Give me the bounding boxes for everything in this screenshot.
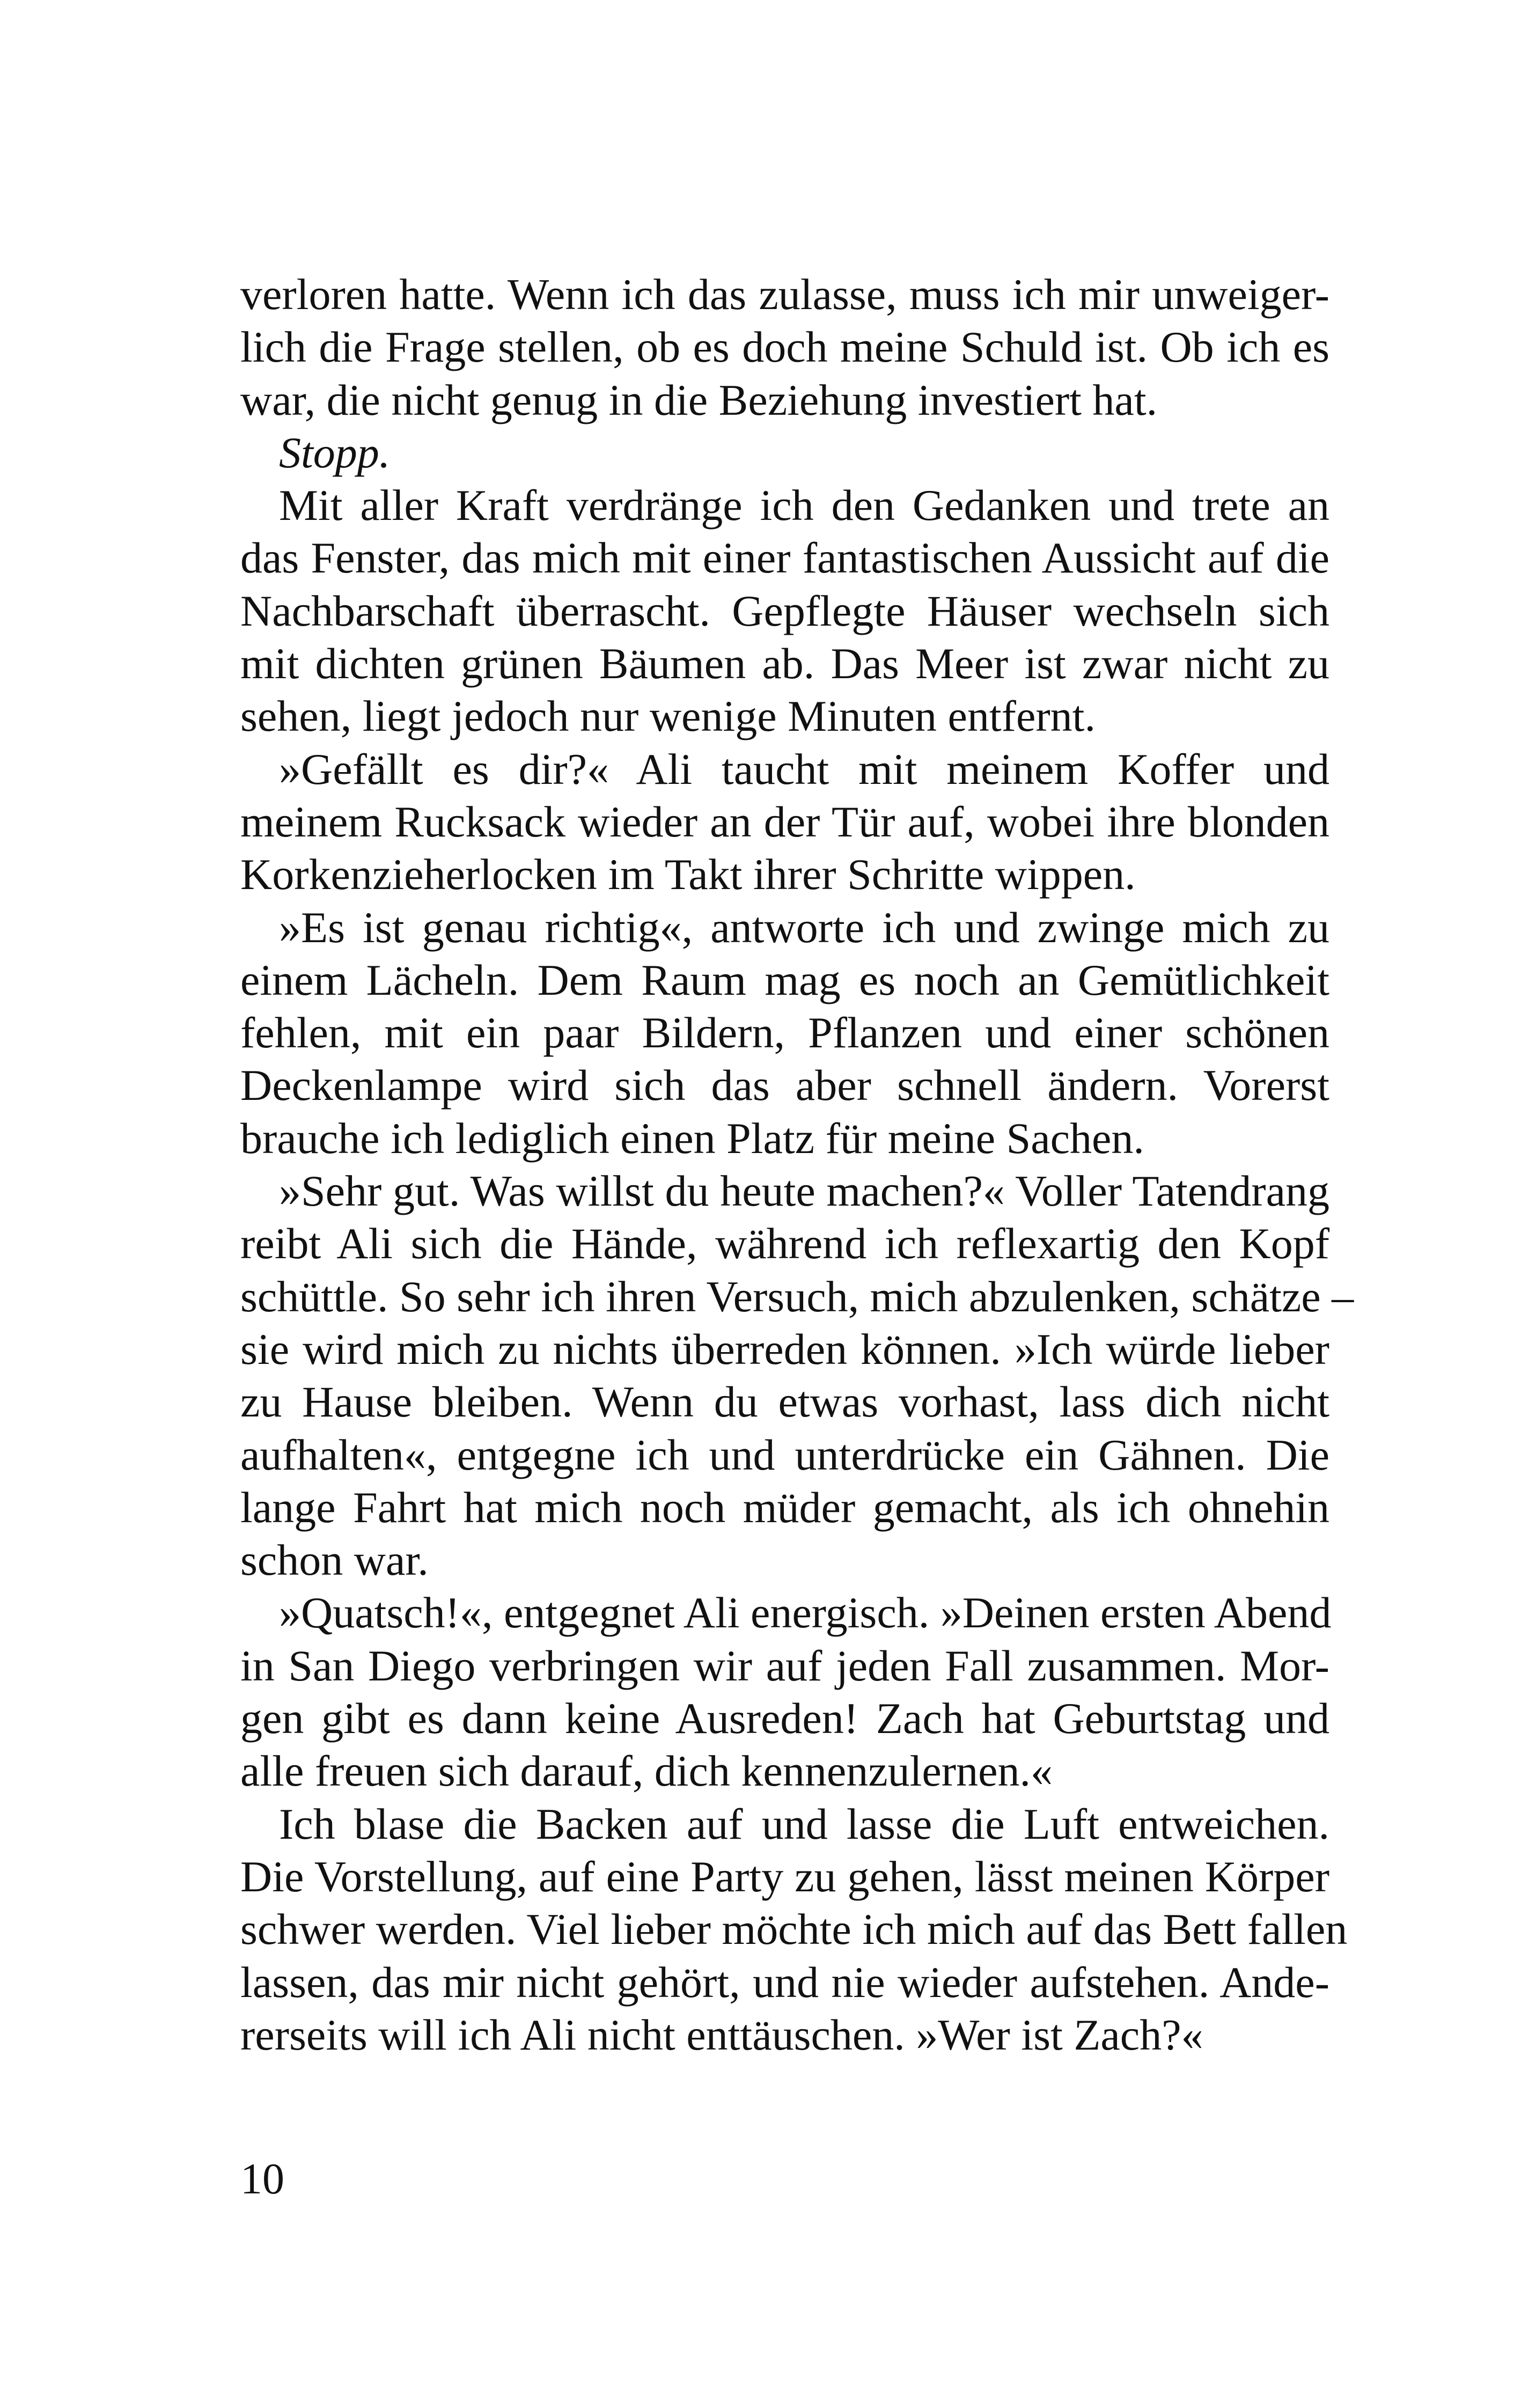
- text-line: rerseits will ich Ali nicht enttäuschen. »Wer ist Zach?«: [240, 2010, 1203, 2059]
- text-line: »Quatsch!«, entgegnet Ali energisch. »Deinen ersten Abend: [279, 1588, 1332, 1638]
- body-text: [240, 268, 1354, 2061]
- text-line: sehen, liegt jedoch nur wenige Minuten entfernt.: [240, 692, 1096, 741]
- text-line: lich die Frage stellen, ob es doch meine Schuld ist. Ob ich es: [240, 322, 1329, 372]
- text-line: in San Diego verbringen wir auf jeden Fall zusammen. Mor-: [240, 1641, 1329, 1690]
- text-line: Ich blase die Backen auf und lasse die Luft entweichen.: [279, 1799, 1329, 1848]
- text-line: reibt Ali sich die Hände, während ich reflexartig den Kopf: [240, 1219, 1329, 1268]
- text-line: sie wird mich zu nichts überreden können. »Ich würde lieber: [240, 1324, 1329, 1374]
- text-line: Die Vorstellung, auf eine Party zu gehen, lässt meinen Körper: [240, 1852, 1329, 1901]
- text-line: Korkenzieherlocken im Takt ihrer Schritte wippen.: [240, 850, 1136, 899]
- text-line: schon war.: [240, 1536, 429, 1585]
- text-line: »Gefällt es dir?« Ali taucht mit meinem Koffer und: [279, 744, 1329, 794]
- text-line: Nachbarschaft überrascht. Gepflegte Häuser wechseln sich: [240, 586, 1329, 635]
- text-line: fehlen, mit ein paar Bildern, Pflanzen und einer schönen: [240, 1008, 1329, 1058]
- text-line: zu Hause bleiben. Wenn du etwas vorhast, lass dich nicht: [240, 1377, 1329, 1427]
- text-line: das Fenster, das mich mit einer fantastischen Aussicht auf die: [240, 533, 1329, 583]
- text-line: schüttle. So sehr ich ihren Versuch, mich abzulenken, schätze –: [240, 1272, 1354, 1321]
- text-line: »Es ist genau richtig«, antworte ich und zwinge mich zu: [279, 902, 1329, 952]
- page-number: 10: [240, 2154, 284, 2203]
- text-line: gen gibt es dann keine Ausreden! Zach hat Geburtstag und: [240, 1694, 1329, 1743]
- text-line: verloren hatte. Wenn ich das zulasse, muss ich mir unweiger-: [240, 270, 1329, 319]
- text-line: aufhalten«, entgegne ich und unterdrücke ein Gähnen. Die: [240, 1430, 1329, 1479]
- text-line: lange Fahrt hat mich noch müder gemacht, als ich ohnehin: [240, 1482, 1329, 1532]
- text-line: Mit aller Kraft verdränge ich den Gedanken und trete an: [279, 481, 1329, 530]
- text-line: mit dichten grünen Bäumen ab. Das Meer ist zwar nicht zu: [240, 639, 1329, 688]
- text-line: einem Lächeln. Dem Raum mag es noch an Gemütlichkeit: [240, 955, 1329, 1004]
- text-line: war, die nicht genug in die Beziehung investiert hat.: [240, 375, 1158, 424]
- text-line: meinem Rucksack wieder an der Tür auf, wobei ihre blonden: [240, 797, 1329, 846]
- text-line: lassen, das mir nicht gehört, und nie wieder aufstehen. Ande-: [240, 1957, 1329, 2007]
- text-line: alle freuen sich darauf, dich kennenzulernen.«: [240, 1746, 1053, 1796]
- text-line: »Sehr gut. Was willst du heute machen?« Voller Tatendrang: [279, 1166, 1329, 1216]
- text-line: schwer werden. Viel lieber möchte ich mich auf das Bett fallen: [240, 1905, 1348, 1954]
- text-line: Deckenlampe wird sich das aber schnell ändern. Vorerst: [240, 1061, 1329, 1110]
- text-line-emphasis: Stopp.: [279, 428, 391, 477]
- text-line: brauche ich lediglich einen Platz für meine Sachen.: [240, 1113, 1144, 1163]
